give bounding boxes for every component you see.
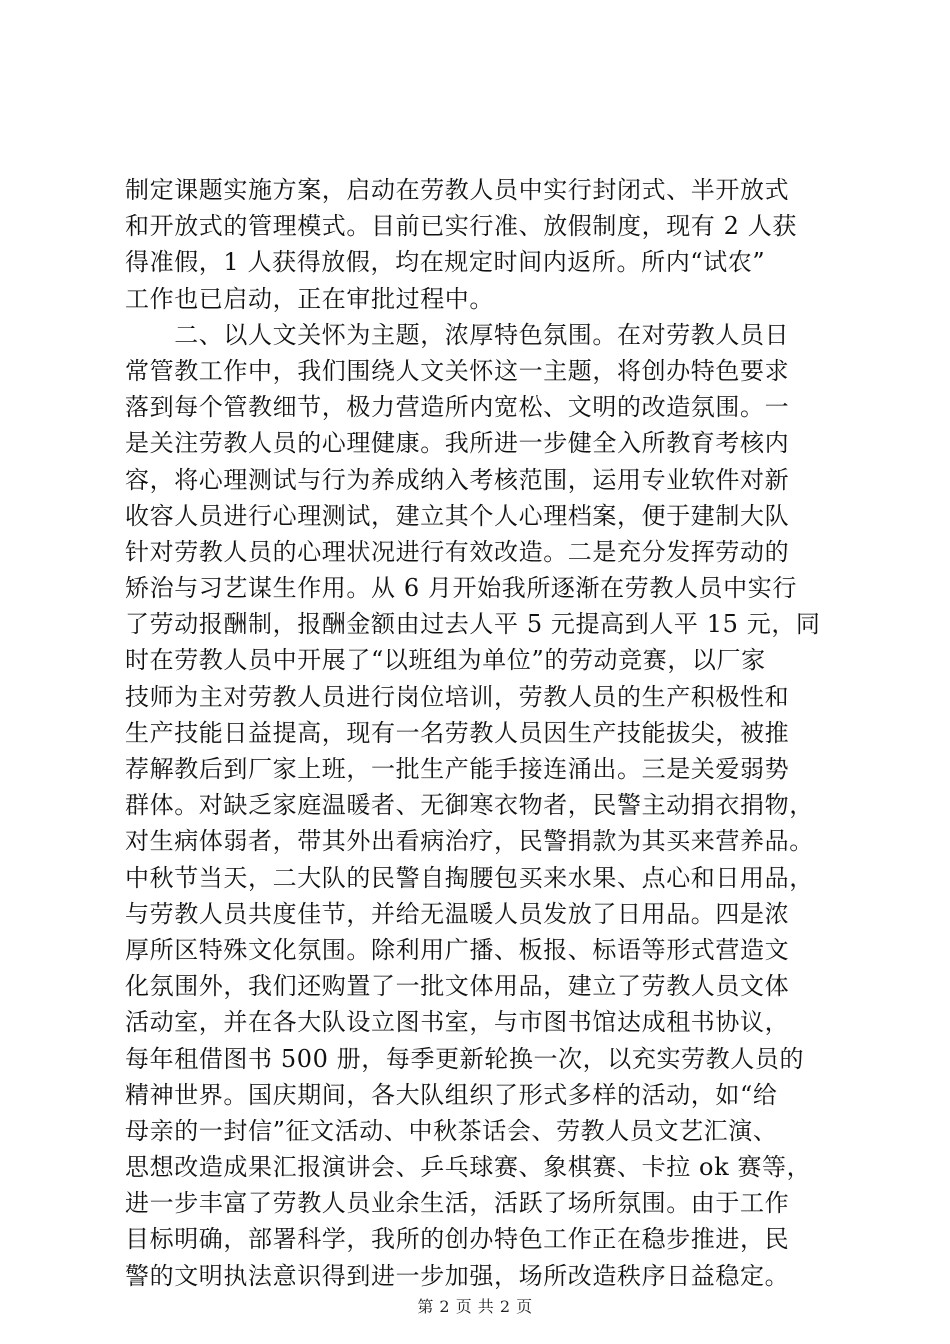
text-line: 制定课题实施方案，启动在劳教人员中实行封闭式、半开放式 [125,176,790,204]
text-line: 与劳教人员共度佳节，并给无温暖人员发放了日用品。四是浓 [125,899,790,928]
text-line: 中秋节当天，二大队的民警自掏腰包买来水果、点心和日用品， [125,863,814,892]
text-line: 对生病体弱者，带其外出看病治疗，民警捐款为其买来营养品。 [125,827,814,856]
text-line: 生产技能日益提高，现有一名劳教人员因生产技能拔尖，被推 [125,718,790,747]
text-line: 荐解教后到厂家上班，一批生产能手接连涌出。三是关爱弱势 [125,755,790,783]
text-line: 是关注劳教人员的心理健康。我所进一步健全入所教育考核内 [125,429,790,458]
text-line: 警的文明执法意识得到进一步加强，场所改造秩序日益稳定。 [125,1261,790,1290]
text-line: 每年租借图书 500 册，每季更新轮换一次，以充实劳教人员的 [125,1044,805,1073]
text-line: 时在劳教人员中开展了“以班组为单位”的劳动竞赛，以厂家 [125,646,766,675]
page-footer: 第 2 页 共 2 页 [417,1297,533,1316]
text-line: 收容人员进行心理测试，建立其个人心理档案，便于建制大队 [125,501,790,530]
text-line: 针对劳教人员的心理状况进行有效改造。二是充分发挥劳动的 [125,537,790,566]
text-line: 母亲的一封信”征文活动、中秋茶话会、劳教人员文艺汇演、 [125,1116,778,1145]
text-line: 精神世界。国庆期间，各大队组织了形式多样的活动，如“给 [125,1080,778,1109]
text-line: 得准假，1 人获得放假，均在规定时间内返所。所内“试农” [125,248,766,277]
text-line: 常管教工作中，我们围绕人文关怀这一主题，将创办特色要求 [125,356,790,385]
text-line: 厚所区特殊文化氛围。除利用广播、板报、标语等形式营造文 [125,935,790,964]
body-text [125,172,837,1294]
text-line: 工作也已启动，正在审批过程中。 [125,284,494,313]
text-line: 落到每个管教细节，极力营造所内宽松、文明的改造氛围。一 [125,393,790,422]
text-line: 进一步丰富了劳教人员业余生活，活跃了场所氛围。由于工作 [125,1189,790,1218]
text-line: 群体。对缺乏家庭温暖者、无御寒衣物者，民警主动捐衣捐物， [125,791,814,820]
text-line: 技师为主对劳教人员进行岗位培训，劳教人员的生产积极性和 [125,682,790,711]
text-line: 二、以人文关怀为主题，浓厚特色氛围。在对劳教人员日 [125,320,790,349]
text-line: 目标明确，部署科学，我所的创办特色工作正在稳步推进，民 [125,1225,790,1254]
text-line: 化氛围外，我们还购置了一批文体用品，建立了劳教人员文体 [125,972,790,1001]
text-line: 了劳动报酬制，报酬金额由过去人平 5 元提高到人平 15 元，同 [125,610,821,639]
text-line: 思想改造成果汇报演讲会、乒乓球赛、象棋赛、卡拉 ok 赛等， [125,1153,812,1182]
text-line: 和开放式的管理模式。目前已实行准、放假制度，现有 2 人获 [125,212,797,241]
text-line: 活动室，并在各大队设立图书室，与市图书馆达成租书协议， [125,1008,790,1037]
text-line: 容，将心理测试与行为养成纳入考核范围，运用专业软件对新 [125,465,790,494]
text-line: 矫治与习艺谋生作用。从 6 月开始我所逐渐在劳教人员中实行 [125,574,797,603]
